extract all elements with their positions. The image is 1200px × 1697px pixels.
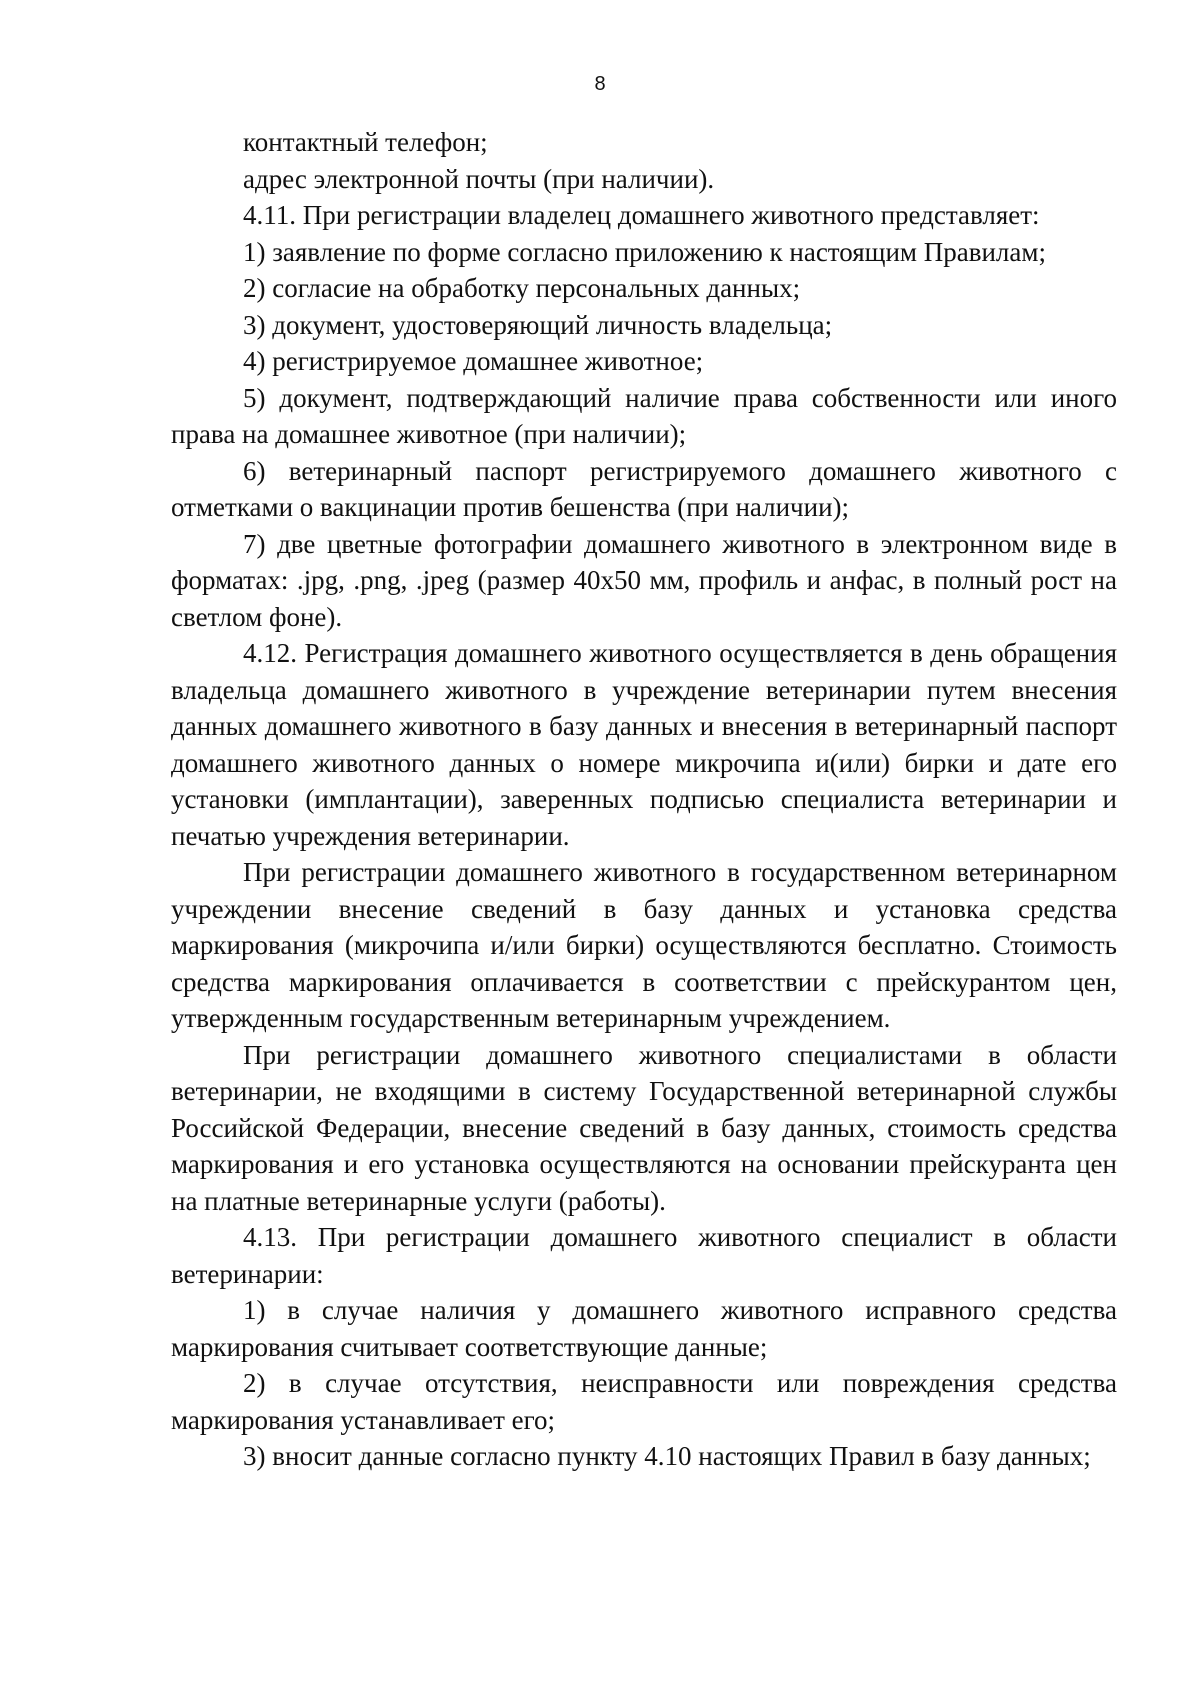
- list-item-7: 7) две цветные фотографии домашнего животного в электронном виде в форматах: .jpg, .png, .jpeg (размер 40х50 мм, профиль и анфас, в полный рост на светлом фоне).: [171, 528, 1117, 632]
- document-body: [171, 124, 1117, 1475]
- list-item-5: 5) документ, подтверждающий наличие права собственности или иного права на домашнее животное (при наличии);: [171, 382, 1117, 449]
- paragraph-email: адрес электронной почты (при наличии).: [243, 163, 715, 194]
- list-item-4-13-1: 1) в случае наличия у домашнего животного исправного средства маркирования считывает соответствующие данные;: [171, 1295, 1117, 1362]
- page-number: 8: [594, 73, 606, 95]
- list-item-3: 3) документ, удостоверяющий личность владельца;: [243, 309, 833, 340]
- list-item-4-13-3: 3) вносит данные согласно пункту 4.10 настоящих Правил в базу данных;: [243, 1441, 1091, 1471]
- paragraph-4-12: 4.12. Регистрация домашнего животного осуществляется в день обращения владельца домашнего животного в учреждение ветеринарии путем внесения данных домашнего животного в базу данных и внесения в ветеринарный паспорт домашнего животного данных о номере микрочипа и(или) бирки и дате его установки (имплантации), заверенных подписью специалиста ветеринарии и печатью учреждения ветеринарии.: [171, 638, 1117, 851]
- list-item-6: 6) ветеринарный паспорт регистрируемого домашнего животного с отметками о вакцинации против бешенства (при наличии);: [171, 455, 1117, 522]
- paragraph-contact-phone: контактный телефон;: [243, 127, 488, 157]
- paragraph-4-13: 4.13. При регистрации домашнего животного специалист в области ветеринарии:: [171, 1222, 1117, 1289]
- list-item-1: 1) заявление по форме согласно приложению к настоящим Правилам;: [243, 236, 1046, 267]
- list-item-2: 2) согласие на обработку персональных данных;: [243, 273, 801, 303]
- paragraph-4-11: 4.11. При регистрации владелец домашнего животного представляет:: [243, 200, 1040, 230]
- paragraph-state-registration: При регистрации домашнего животного в государственном ветеринарном учреждении внесение сведений в базу данных и установка средства маркирования (микрочипа и/или бирки) осуществляются бесплатно. Стоимость средства маркирования оплачивается в соответствии с прейскурантом цен, утвержденным государственным ветеринарным учреждением.: [171, 857, 1117, 1033]
- list-item-4: 4) регистрируемое домашнее животное;: [243, 346, 704, 376]
- paragraph-private-registration: При регистрации домашнего животного специалистами в области ветеринарии, не входящими в систему Государственной ветеринарной службы Российской Федерации, внесение сведений в базу данных, стоимость средства маркирования и его установка осуществляются на основании прейскуранта цен на платные ветеринарные услуги (работы).: [171, 1039, 1117, 1216]
- list-item-4-13-2: 2) в случае отсутствия, неисправности или повреждения средства маркирования устанавливает его;: [171, 1368, 1117, 1435]
